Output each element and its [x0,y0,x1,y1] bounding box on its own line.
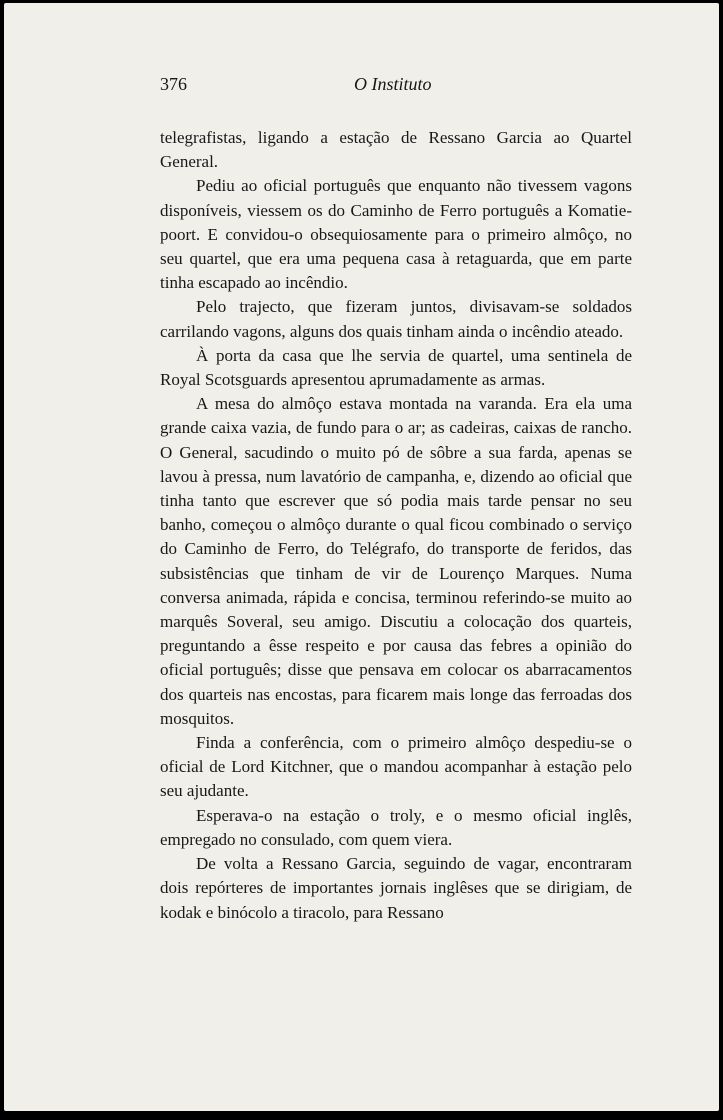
page-header [160,74,630,100]
body-text [160,126,632,925]
running-title: O Instituto [354,74,432,94]
page-number: 376 [160,74,187,94]
paragraph: Pediu ao oficial português que enquanto não tivessem vagons disponíveis, viessem os do Caminho de Ferro português a Komatie-poort. E convidou-o obsequiosamente para o primeiro almôço, no seu quartel, que era uma pequena casa à retaguarda, que em parte tinha escapado ao incêndio. [160,176,632,293]
paragraph: Pelo trajecto, que fizeram juntos, divisavam-se soldados carrilando vagons, alguns dos quais tinham ainda o incêndio ateado. [160,297,632,341]
paragraph: De volta a Ressano Garcia, seguindo de vagar, encontraram dois repórteres de importantes jornais inglêses que se dirigiam, de kodak e binócolo a tiracolo, para Ressano [160,854,632,922]
paragraph: Finda a conferência, com o primeiro almôço despediu-se o oficial de Lord Kitchner, que o mandou acompanhar à estação pelo seu ajudante. [160,733,632,801]
paragraph: Esperava-o na estação o troly, e o mesmo oficial inglês, empregado no consulado, com quem viera. [160,805,632,849]
paragraph-continuation: telegrafistas, ligando a estação de Ressano Garcia ao Quartel General. [160,128,632,172]
paragraph: À porta da casa que lhe servia de quartel, uma sentinela de Royal Scotsguards apresentou aprumadamente as armas. [160,345,632,390]
paragraph: A mesa do almôço estava montada na varanda. Era ela uma grande caixa vazia, de fundo para o ar; as cadeiras, caixas de rancho. O General, sacudindo o muito pó de sôbre a sua farda, apenas se lavou à pressa, num lavatório de campanha, e, dizendo ao oficial que tinha tanto que escrever que só podia mais tarde pensar no seu banho, começou o almôço durante o qual ficou combinado o serviço do Caminho de Ferro, do Telégrafo, do transporte de feridos, das subsistências que tinham de vir de Lourenço Marques. Numa conversa animada, rápida e concisa, terminou referindo-se muito ao marquês Soveral, seu amigo. Discutiu a colocação dos quarteis, preguntando a êsse respeito e por causa das febres a opinião do oficial português; disse que pensava em colocar os abarracamentos dos quarteis nas encostas, para ficarem mais longe das ferroadas dos mosquitos. [160,394,632,728]
